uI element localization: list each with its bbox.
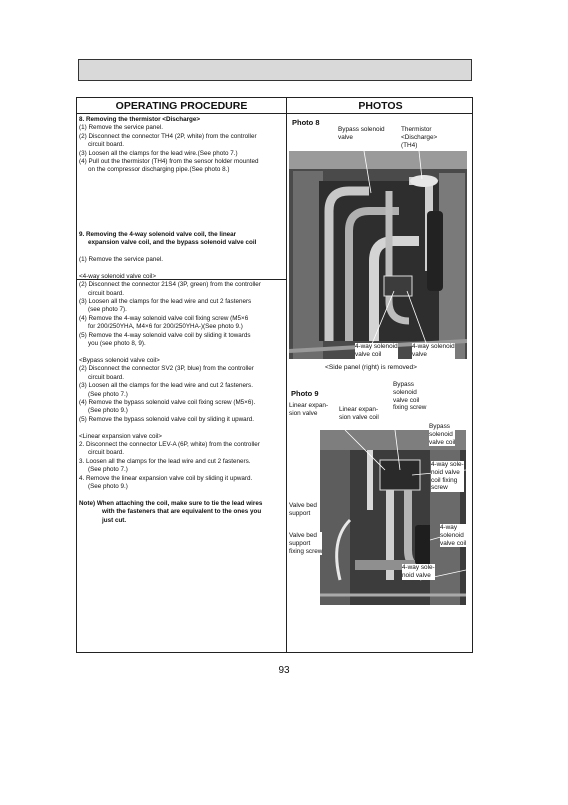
procedure-text (79, 116, 284, 525)
subsection-title: <4-way solenoid valve coil> (79, 272, 157, 280)
step-text: circuit board. (88, 141, 125, 149)
bypass-coil-callout: Bypass solenoid valve coil (429, 423, 456, 446)
photo-8-label: Photo 8 (292, 118, 320, 127)
column-divider (286, 98, 287, 652)
step-text: (1) Remove the service panel. (79, 124, 163, 132)
step-text: (See photo 9.) (88, 482, 128, 490)
step-text: (1) Remove the service panel. (79, 256, 163, 264)
step-text: (4) Remove the 4-way solenoid valve coil fixing screw (M5×6 (79, 314, 249, 322)
step-text: (2) Disconnect the connector SV2 (3P, blue) from the controller (79, 365, 254, 373)
photo8-4way-valve-callout: 4-way solenoid valve (412, 343, 455, 358)
section-9-title-cont: expansion valve coil, and the bypass solenoid valve coil (88, 239, 257, 247)
step-text: 4. Remove the linear expansion valve coil by sliding it upward. (79, 474, 253, 482)
step-text: (3) Loosen all the clamps for the lead wire and cut 2 fasteners (79, 298, 252, 306)
linear-valve-callout: Linear expan- sion valve (289, 402, 329, 417)
valve-bed-callout: Valve bed support (289, 502, 317, 517)
step-text: (See photo 7.) (88, 390, 128, 398)
step-text: circuit board. (88, 449, 125, 457)
step-text: 3. Loosen all the clamps for the lead wire and cut 2 fasteners. (79, 457, 251, 465)
step-text: (See photo 9.) (88, 407, 128, 415)
step-text: (see photo 7). (88, 306, 127, 314)
step-text: (2) Disconnect the connector 21S4 (3P, green) from the controller (79, 281, 261, 289)
step-text: you (see photo 8, 9). (88, 340, 146, 348)
subsection-title: <Linear expansion valve coil> (79, 432, 162, 440)
photo-9-image (320, 430, 466, 605)
photo8-4way-coil-callout: 4-way solenoid valve coil (355, 343, 398, 358)
subsection-title: <Bypass solenoid valve coil> (79, 356, 160, 364)
note-text: Note) When attaching the coil, make sure to tie the lead wires (79, 499, 263, 507)
valve-bed-screw-callout: Valve bed support fixing screw (289, 532, 323, 555)
step-text: (4) Pull out the thermistor (TH4) from the sensor holder mounted (79, 158, 259, 166)
photo9-4way-valve-callout: 4-way sole- noid valve (402, 564, 435, 579)
step-text: circuit board. (88, 289, 125, 297)
section-9-title: 9. Removing the 4-way solenoid valve coil, the linear (79, 230, 237, 238)
step-text: (4) Remove the bypass solenoid valve coil fixing screw (M5×6). (79, 398, 256, 406)
photo9-4way-coil-callout: 4-way solenoid valve coil (440, 524, 467, 547)
step-text: (See photo 7.) (88, 466, 128, 474)
step-text: (2) Disconnect the connector TH4 (2P, white) from the controller (79, 132, 257, 140)
photos-heading: PHOTOS (358, 100, 403, 112)
step-text: for 200/250YHA, M4×6 for 200/250YHA-)(See photo 9.) (88, 323, 243, 331)
photo-9-label: Photo 9 (291, 389, 319, 398)
step-text: (3) Loosen all the clamps for the lead wire and cut 2 fasteners. (79, 382, 253, 390)
thermistor-callout: Thermistor <Discharge> (TH4) (401, 126, 438, 149)
header-bar (78, 59, 472, 81)
note-text: just cut. (102, 516, 127, 524)
header-divider (77, 113, 472, 114)
step-text: (3) Loosen all the clamps for the lead wire.(See photo 7.) (79, 149, 238, 157)
step-text: circuit board. (88, 373, 125, 381)
section-8-title: 8. Removing the thermistor <Discharge> (79, 116, 201, 123)
linear-coil-callout: Linear expan- sion valve coil (339, 406, 379, 421)
note-text: with the fasteners that are equivalent to the ones you (102, 508, 262, 516)
bypass-valve-callout: Bypass solenoid valve (338, 126, 385, 141)
photo-8-caption: <Side panel (right) is removed> (325, 364, 417, 371)
fourway-screw-callout: 4-way sole- noid valve coil fixing screw (431, 461, 464, 492)
step-text: (5) Remove the bypass solenoid valve coil by sliding it upward. (79, 415, 254, 423)
step-text: (5) Remove the 4-way solenoid valve coil by sliding it towards (79, 331, 251, 339)
photo-8-image (289, 151, 467, 359)
operating-procedure-heading: OPERATING PROCEDURE (115, 100, 248, 112)
bypass-screw-callout: Bypass solenoid valve coil fixing screw (393, 381, 427, 412)
step-text: 2. Disconnect the connector LEV-A (6P, white) from the controller (79, 440, 260, 448)
page-number: 93 (278, 665, 290, 676)
step-text: on the compressor discharging pipe.(See photo 8.) (88, 166, 230, 174)
